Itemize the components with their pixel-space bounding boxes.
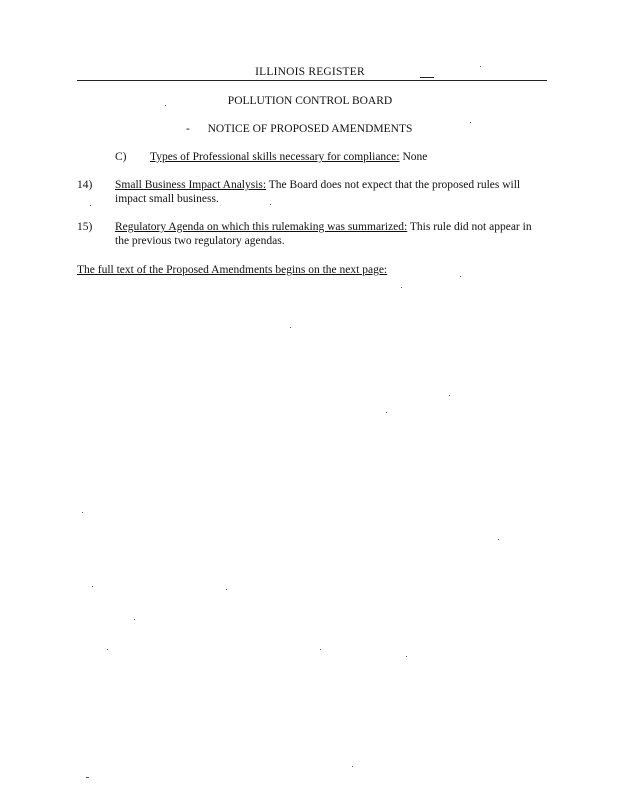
item-c-number: C) <box>115 151 127 163</box>
item-c <box>77 150 547 164</box>
item-c-value: None <box>402 151 428 163</box>
item-c-label: Types of Professional skills necessary for compliance: <box>150 151 400 163</box>
board-title: POLLUTION CONTROL BOARD <box>227 95 393 107</box>
item-15-number: 15) <box>77 221 93 233</box>
scan-speck <box>401 287 402 288</box>
scan-speck <box>406 656 407 657</box>
scan-speck <box>449 395 450 396</box>
scan-speck <box>165 105 166 106</box>
item-14-body <box>115 178 547 206</box>
item-c-body <box>150 150 547 164</box>
header-rule-mark <box>420 77 434 78</box>
scan-speck <box>82 512 83 513</box>
scan-speck <box>92 586 93 587</box>
item-14 <box>77 178 547 206</box>
register-title: ILLINOIS REGISTER <box>255 66 365 78</box>
scan-speck <box>480 66 481 67</box>
scan-speck <box>498 539 499 540</box>
scan-speck <box>460 276 461 277</box>
scan-speck <box>290 327 291 328</box>
scan-speck <box>470 122 471 123</box>
footer-text: The full text of the Proposed Amendments begins on the next page: <box>77 264 388 276</box>
scan-speck <box>226 589 227 590</box>
scan-speck <box>134 619 135 620</box>
item-15-label: Regulatory Agenda on which this rulemaking was summarized: <box>115 221 408 233</box>
scan-speck <box>270 204 271 205</box>
notice-title: NOTICE OF PROPOSED AMENDMENTS <box>207 123 413 135</box>
item-15-text: This rule did not appear in the previous two regulatory agendas. <box>115 221 532 247</box>
scan-speck <box>86 777 89 778</box>
scan-speck <box>107 649 108 650</box>
item-15-body <box>115 220 547 248</box>
header-rule <box>77 80 547 81</box>
notice-dash: - <box>186 123 190 135</box>
scan-speck <box>90 205 91 206</box>
scan-speck <box>352 766 353 767</box>
item-14-number: 14) <box>77 179 93 191</box>
scan-speck <box>320 649 321 650</box>
item-14-text: The Board does not expect that the proposed rules will impact small business. <box>115 179 521 205</box>
scan-speck <box>386 412 387 413</box>
item-15 <box>77 220 547 248</box>
item-14-label: Small Business Impact Analysis: <box>115 179 267 191</box>
